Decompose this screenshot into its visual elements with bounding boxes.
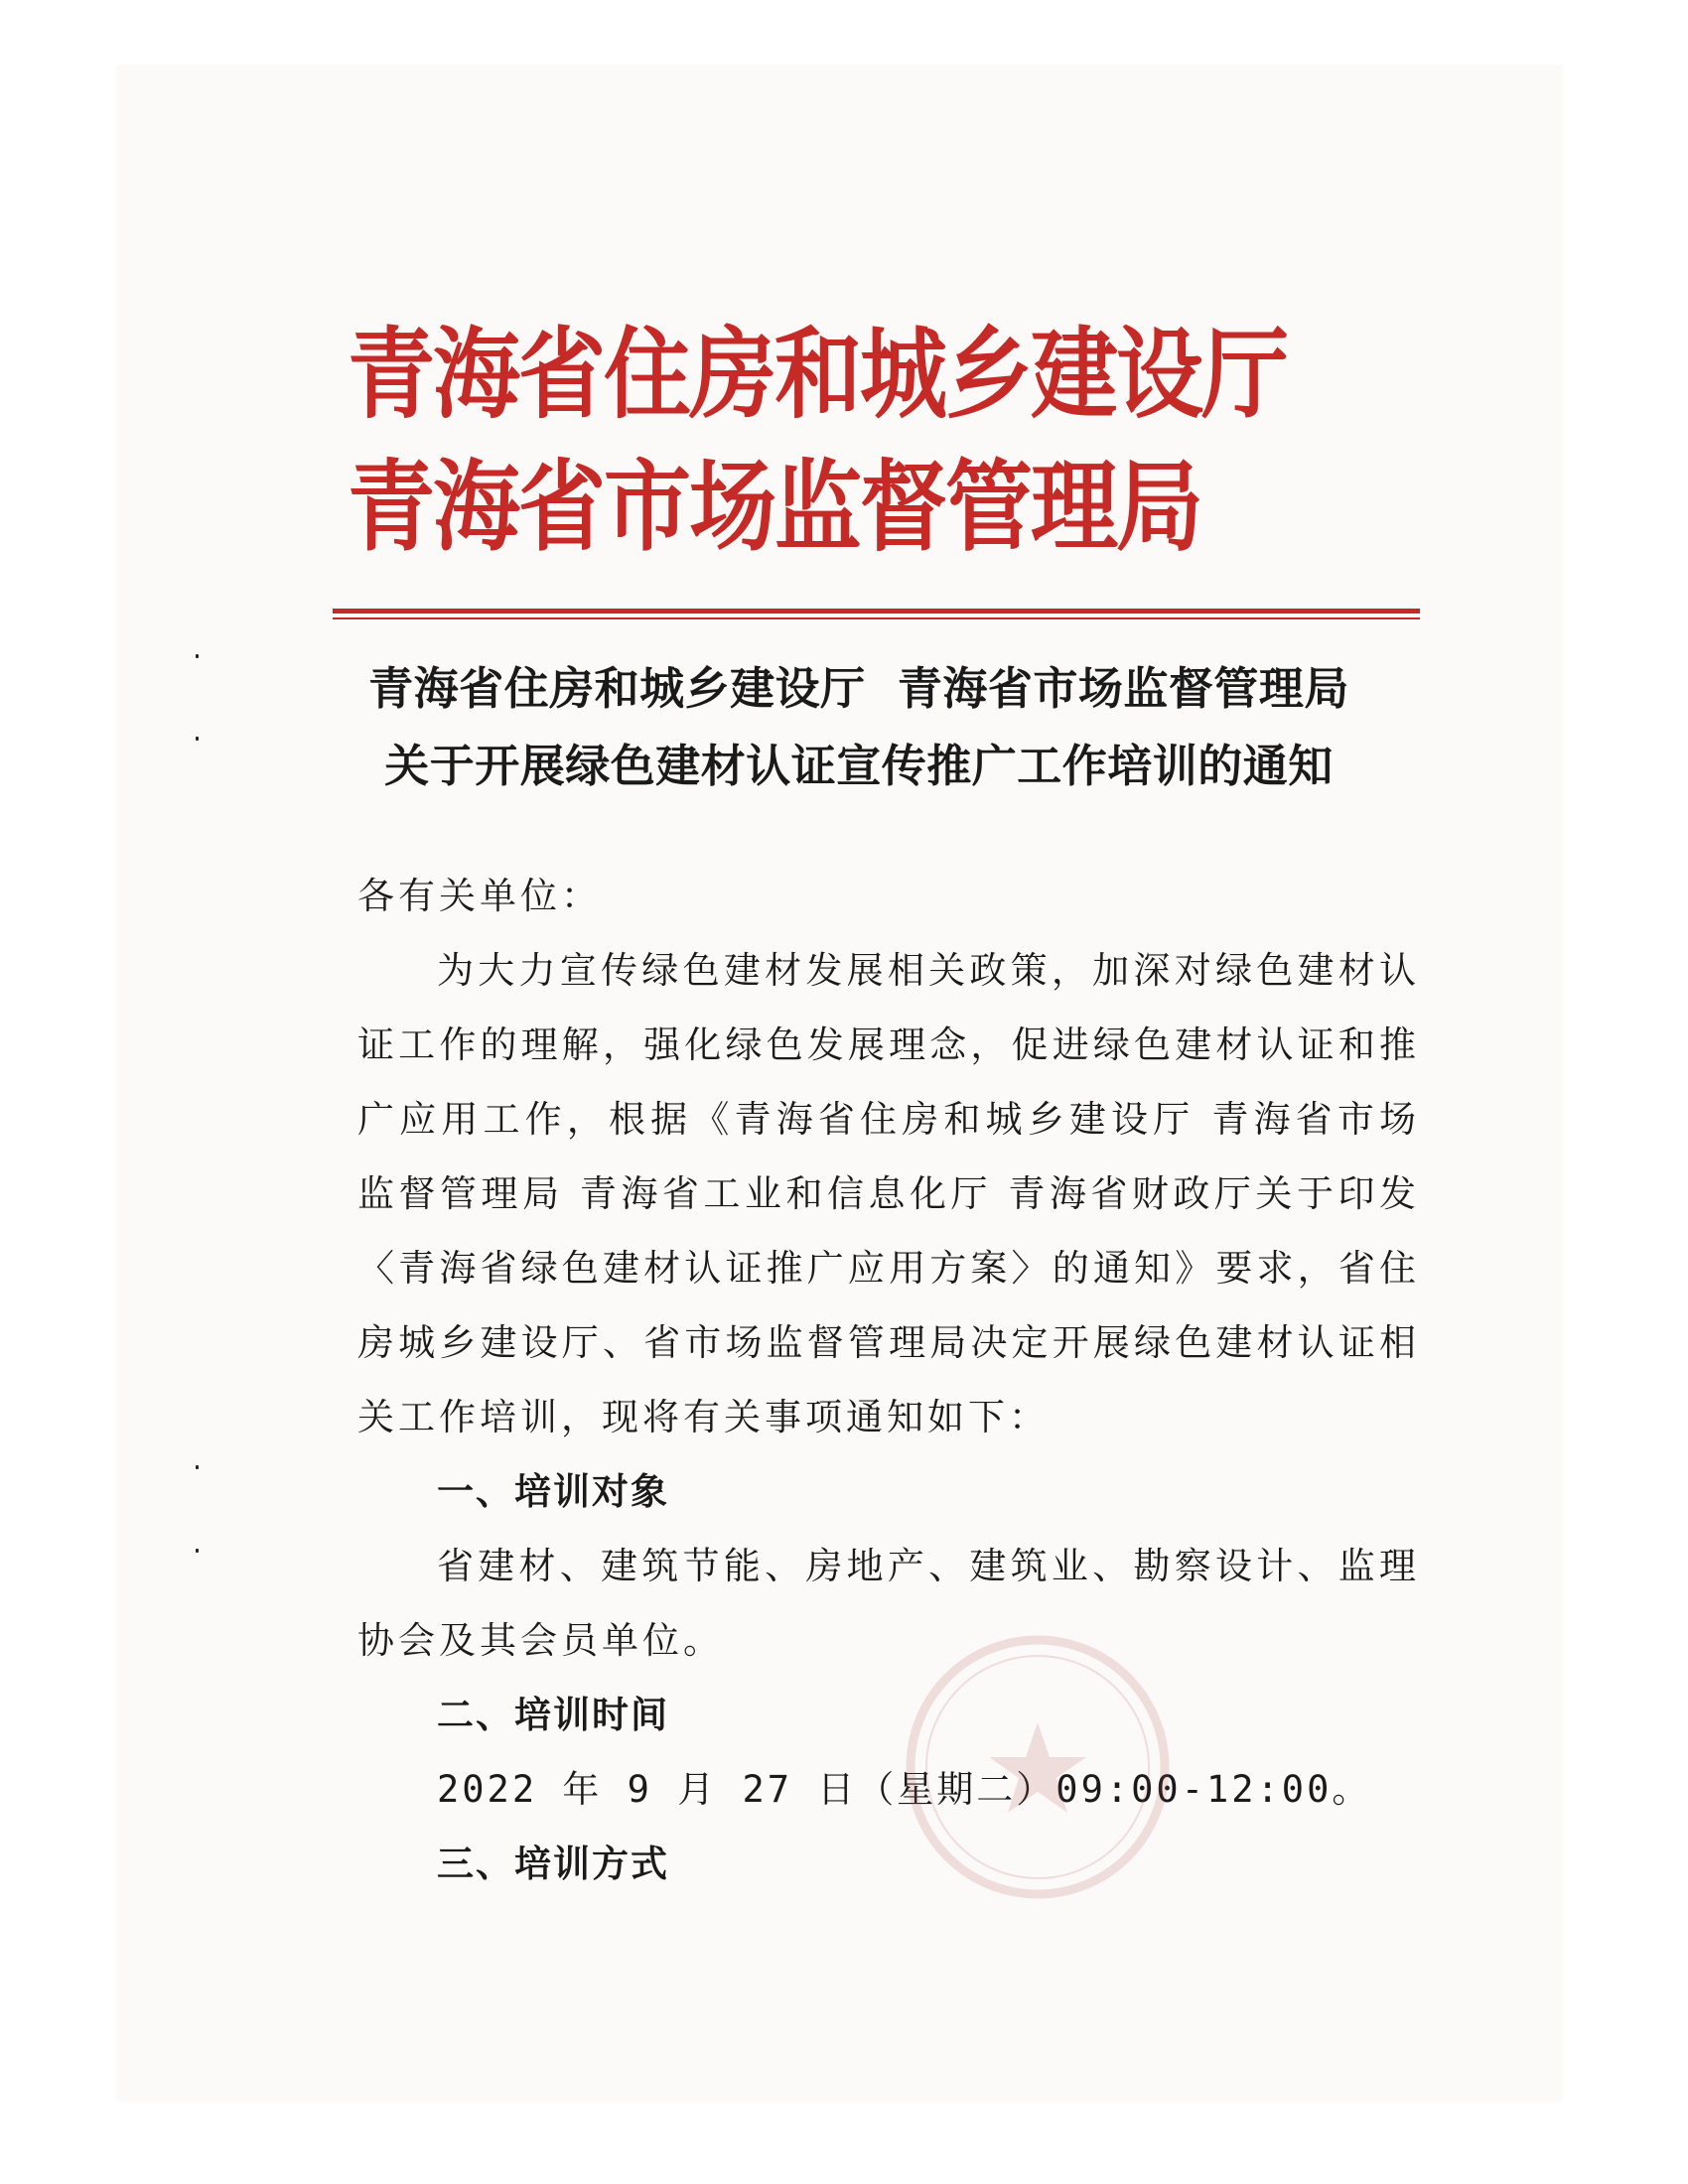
section3-heading: 三、培训方式 xyxy=(437,1843,669,1885)
notice-title-line1: 青海省住房和城乡建设厅 青海省市场监督管理局 xyxy=(368,662,1349,715)
section2-heading: 二、培训时间 xyxy=(437,1694,669,1736)
issuer-header-line1: 青海省住房和城乡建设厅 xyxy=(348,315,1288,433)
scan-speck xyxy=(196,1549,199,1553)
star-seal-icon xyxy=(899,1628,1177,1906)
intro-paragraph: 为大力宣传绿色建材发展相关政策，加深对绿色建材认证工作的理解，强化绿色发展理念，促进绿色建材认证和推广应用工作，根据《青海省住房和城乡建设厅 青海省市场监督管理局 青海省工业和信息化厅 青海省财政厅关于印发〈青海省绿色建材认证推广应用方案〉的通知》要求，省住房城乡建设厅、省市场监督管理局决定开展绿色建材认证相关工作培训，现将有关事项通知如下： xyxy=(357,949,1420,1438)
section2-text: 2022 年 9 月 27 日（星期二）09:00-12:00。 xyxy=(437,1768,1372,1811)
scan-speck xyxy=(196,737,199,741)
section1-heading: 一、培训对象 xyxy=(437,1470,669,1513)
section1-text: 省建材、建筑节能、房地产、建筑业、勘察设计、监理协会及其会员单位。 xyxy=(357,1545,1420,1662)
notice-title-line2: 关于开展绿色建材认证宣传推广工作培训的通知 xyxy=(384,740,1334,792)
header-divider-thin xyxy=(333,617,1420,619)
scan-speck xyxy=(196,654,199,658)
issuer-header-line2: 青海省市场监督管理局 xyxy=(348,448,1202,565)
issuer-header xyxy=(348,308,1390,573)
scan-speck xyxy=(196,1465,199,1469)
notice-title xyxy=(298,650,1420,805)
header-divider-thick xyxy=(333,609,1420,614)
notice-body xyxy=(357,859,1420,1901)
salutation: 各有关单位： xyxy=(357,875,602,917)
